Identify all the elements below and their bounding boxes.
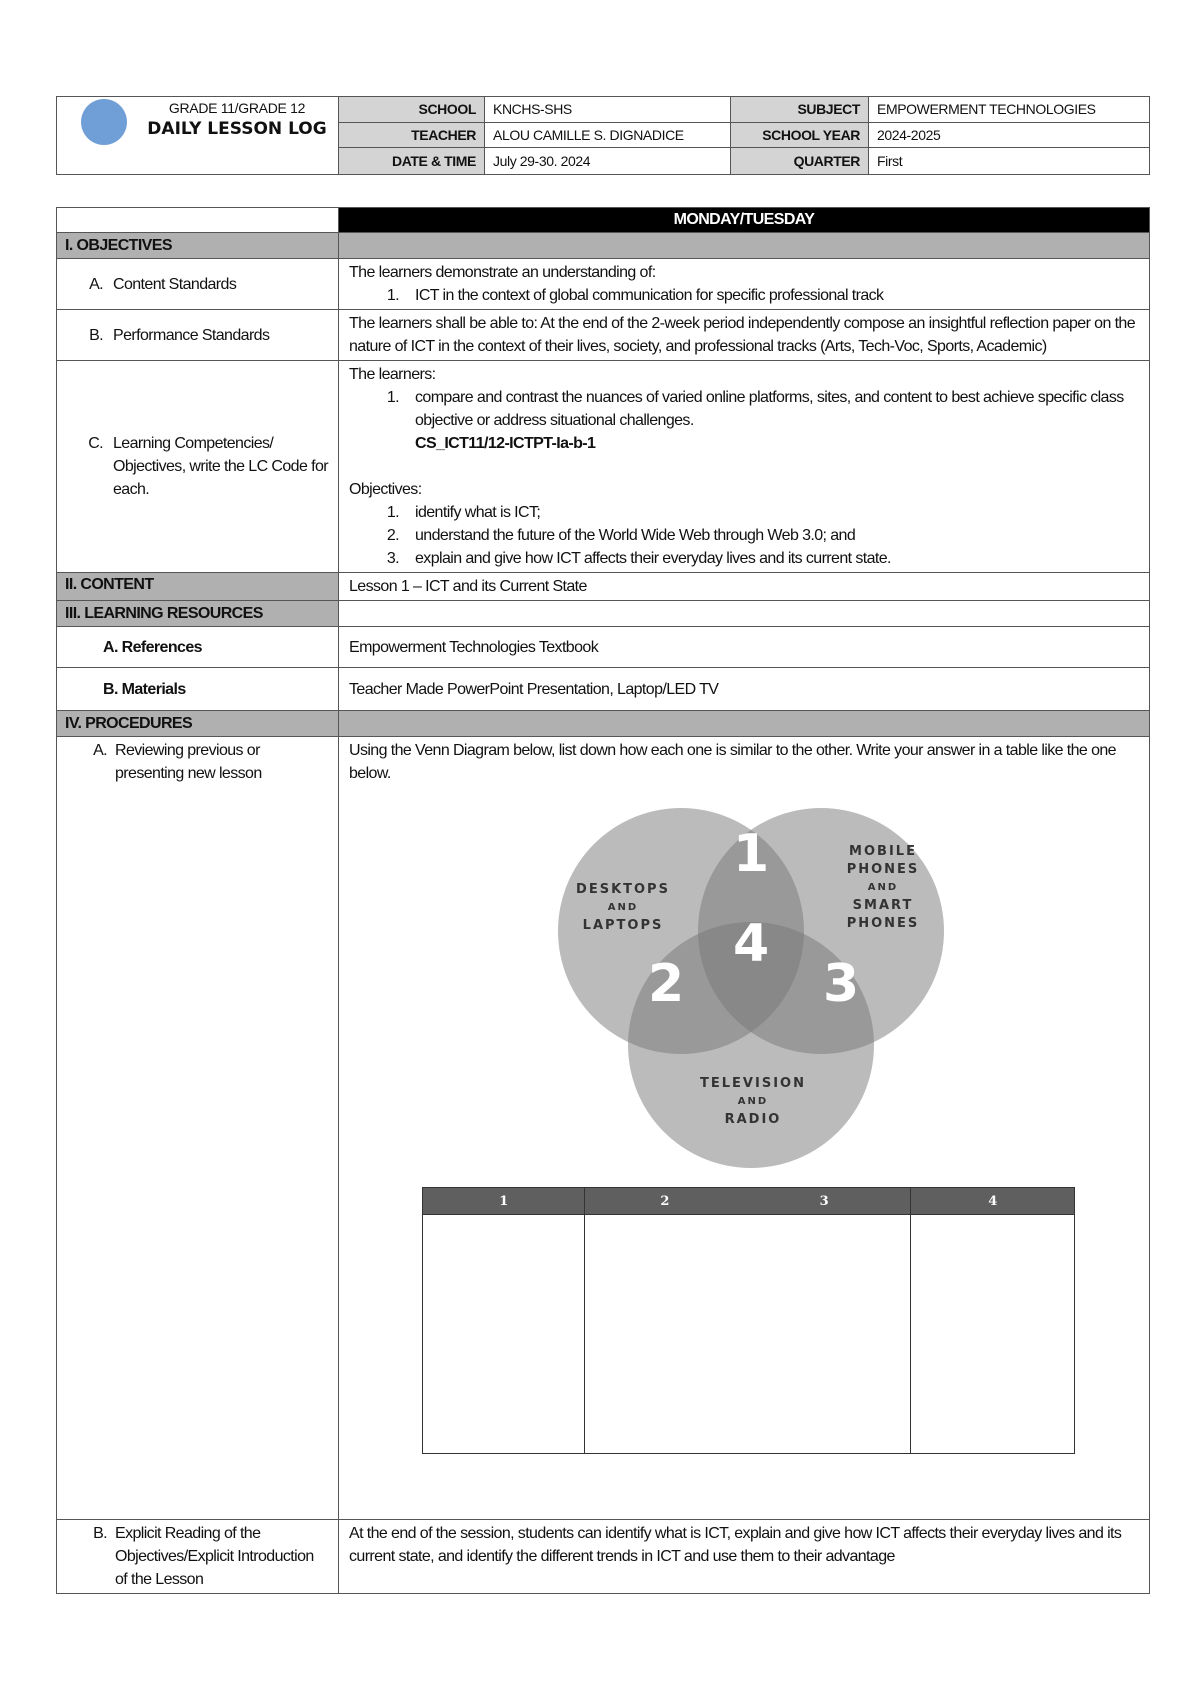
answer-table <box>422 1187 1075 1454</box>
school-year-label: SCHOOL YEAR <box>730 123 868 149</box>
section-heading: III. LEARNING RESOURCES <box>57 601 339 627</box>
school-logo <box>81 99 127 145</box>
header-title-block <box>57 97 339 174</box>
answer-col-2: 2 <box>660 1193 669 1209</box>
materials-text: Teacher Made PowerPoint Presentation, Laptop/LED TV <box>339 668 1150 711</box>
performance-standards-row <box>57 310 1150 361</box>
competencies-intro: The learners: <box>349 366 436 383</box>
school-year-value: 2024-2025 <box>868 123 1149 149</box>
content-standards-list <box>349 284 1139 307</box>
day-header-row <box>57 208 1150 233</box>
section-content <box>57 573 1150 601</box>
list-item: 1. ICT in the context of global communication for specific professional track <box>386 287 884 304</box>
venn-diagram <box>533 803 973 1173</box>
venn-number-1: 1 <box>733 824 769 884</box>
header-table <box>56 96 1150 175</box>
venn-label-desktops: DESKTOPS AND LAPTOPS <box>576 882 670 933</box>
references-text: Empowerment Technologies Textbook <box>339 627 1150 668</box>
objectives-intro: Objectives: <box>349 481 422 498</box>
answer-col-2-3 <box>585 1188 911 1215</box>
performance-standards-text: The learners shall be able to: At the end of the 2-week period independently compose an insightful reflection paper on the nature of ICT in the context of their lives, society, and professional tracks (Arts, Tech-Voc, Sports, Academic) <box>339 310 1150 361</box>
teacher-value: ALOU CAMILLE S. DIGNADICE <box>484 123 730 149</box>
school-label: SCHOOL <box>339 97 484 123</box>
procedure-b-text: At the end of the session, students can identify what is ICT, explain and give how ICT affects their everyday lives and its current state, and identify the different trends in ICT and use them to their advantage <box>339 1520 1150 1594</box>
procedure-b-row <box>57 1520 1150 1594</box>
list-item: 1. identify what is ICT; <box>386 504 541 521</box>
list-item: 1. compare and contrast the nuances of varied online platforms, sites, and content to best achieve specific class objective or address situational challenges. <box>386 389 1124 429</box>
content-standards-row <box>57 259 1150 310</box>
competencies-row <box>57 361 1150 573</box>
content-standards-label: A. Content Standards <box>89 275 237 293</box>
answer-col-4: 4 <box>911 1188 1075 1215</box>
references-row <box>57 627 1150 668</box>
section-heading: II. CONTENT <box>57 573 339 601</box>
venn-number-4: 4 <box>733 914 769 974</box>
materials-row <box>57 668 1150 711</box>
answer-cell-1[interactable] <box>423 1215 585 1454</box>
quarter-label: QUARTER <box>730 148 868 174</box>
subject-label: SUBJECT <box>730 97 868 123</box>
list-item: 2. understand the future of the World Wide Web through Web 3.0; and <box>386 527 856 544</box>
header-info-grid <box>339 97 1149 174</box>
answer-cell-4[interactable] <box>911 1215 1075 1454</box>
performance-standards-label: B. Performance Standards <box>89 326 270 344</box>
subject-value: EMPOWERMENT TECHNOLOGIES <box>868 97 1149 123</box>
venn-label-mobile: MOBILE PHONES AND SMART PHONES <box>846 844 920 931</box>
content-standards-intro: The learners demonstrate an understanding of: <box>349 264 656 281</box>
references-label: A. References <box>57 627 339 668</box>
section-heading: IV. PROCEDURES <box>57 711 339 737</box>
venn-number-3: 3 <box>823 954 859 1014</box>
date-value: July 29-30. 2024 <box>484 148 730 174</box>
lesson-log-table <box>56 207 1150 1594</box>
content-text: Lesson 1 – ICT and its Current State <box>339 573 1150 601</box>
procedure-a-text: Using the Venn Diagram below, list down how each one is similar to the other. Write your answer in a table like the one below. <box>349 742 1116 782</box>
procedure-b-label: B. Explicit Reading of the Objectives/Explicit Introduction of the Lesson <box>93 1525 314 1588</box>
document-title: DAILY LESSON LOG <box>147 119 327 139</box>
section-procedures <box>57 711 1150 737</box>
answer-col-1: 1 <box>423 1188 585 1215</box>
section-heading: I. OBJECTIVES <box>57 233 339 259</box>
quarter-value: First <box>868 148 1149 174</box>
answer-col-3: 3 <box>819 1193 829 1209</box>
venn-number-2: 2 <box>648 954 684 1014</box>
venn-label-tv: TELEVISION AND RADIO <box>700 1076 806 1127</box>
lc-code: CS_ICT11/12-ICTPT-Ia-b-1 <box>415 435 596 452</box>
competencies-list <box>349 386 1139 432</box>
date-label: DATE & TIME <box>339 148 484 174</box>
grade-level: GRADE 11/GRADE 12 <box>168 100 306 116</box>
teacher-label: TEACHER <box>339 123 484 149</box>
competencies-label: C. Learning Competencies/ Objectives, write the LC Code for each. <box>88 435 328 498</box>
school-value: KNCHS-SHS <box>484 97 730 123</box>
section-objectives <box>57 233 1150 259</box>
materials-label: B. Materials <box>57 668 339 711</box>
list-item: 3. explain and give how ICT affects their everyday lives and its current state. <box>386 550 891 567</box>
procedure-a-row <box>57 737 1150 1520</box>
procedure-a-label: A. Reviewing previous or presenting new lesson <box>93 742 262 782</box>
answer-cell-2-3[interactable] <box>585 1215 911 1454</box>
day-header: MONDAY/TUESDAY <box>339 208 1150 233</box>
objectives-list <box>349 501 1139 570</box>
section-resources <box>57 601 1150 627</box>
